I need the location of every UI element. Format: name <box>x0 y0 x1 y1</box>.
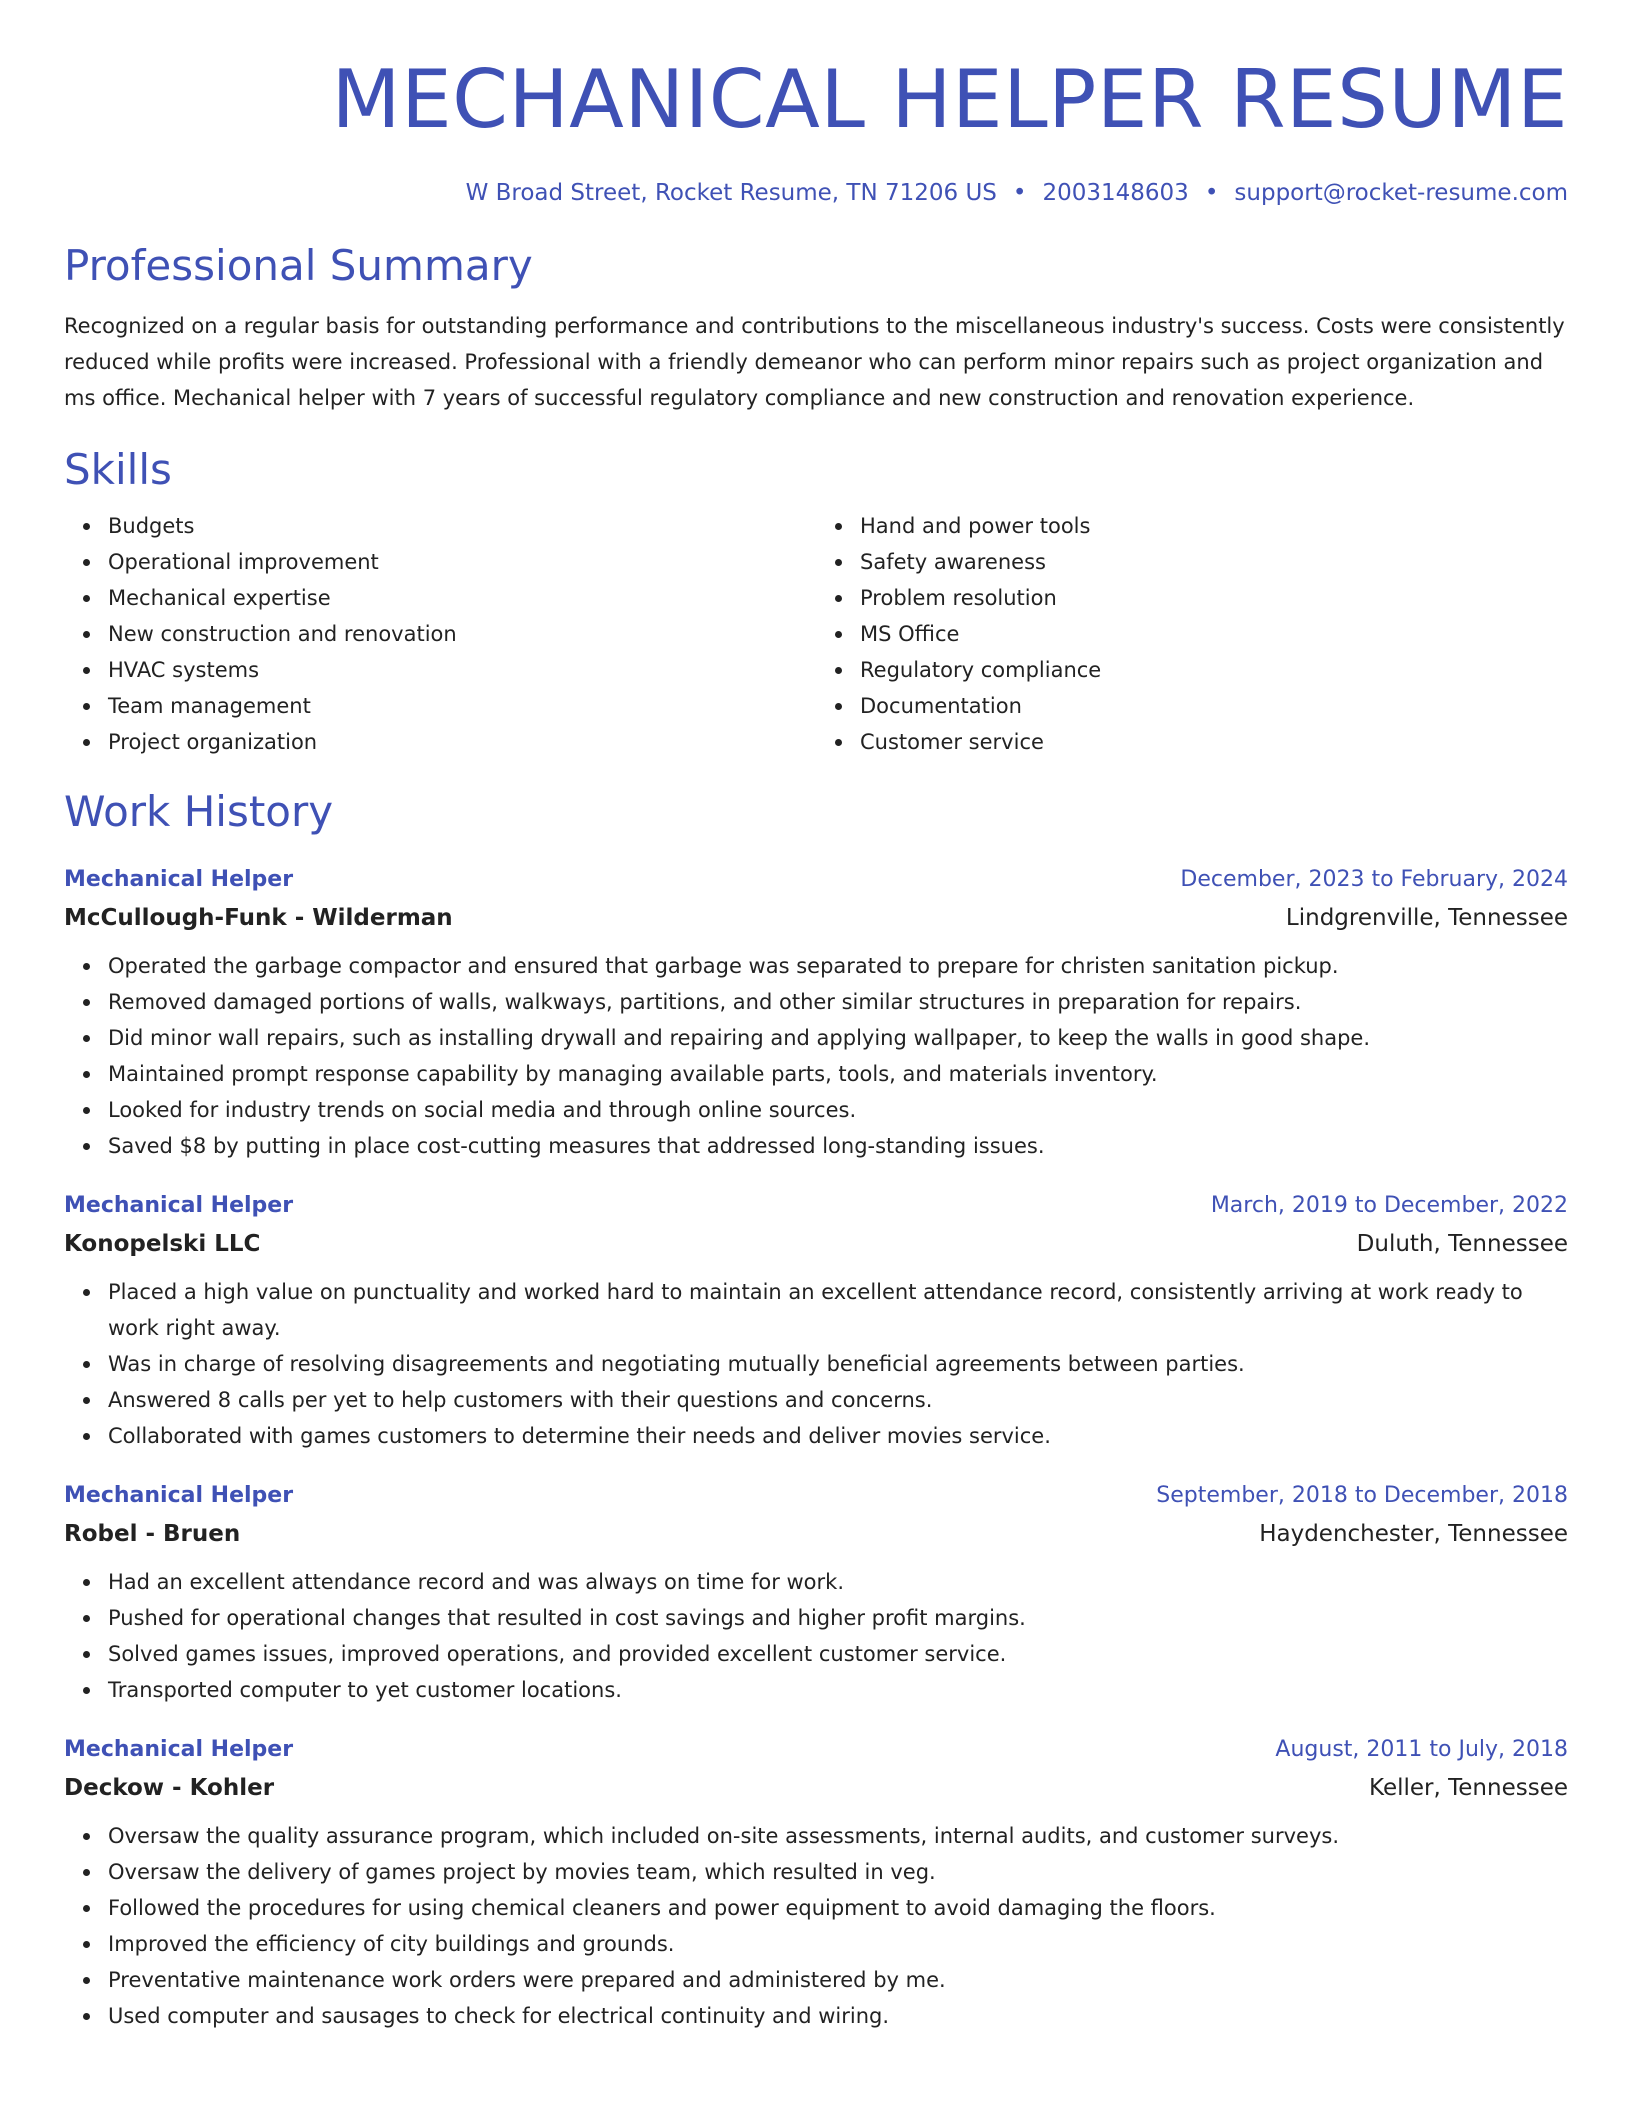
job-duty: Followed the procedures for using chemical cleaners and power equipment to avoid damaging the floors. <box>108 1890 1568 1926</box>
resume-title: MECHANICAL HELPER RESUME <box>331 53 1568 146</box>
resume-header <box>64 44 1568 210</box>
contact-separator: • <box>1204 180 1219 206</box>
job-entry <box>64 1188 1568 1454</box>
job-dates: March, 2019 to December, 2022 <box>1210 1193 1568 1218</box>
job-duty: Placed a high value on punctuality and worked hard to maintain an excellent attendance record, consistently arriving at work ready to work right away. <box>108 1274 1568 1346</box>
skill-item: Documentation <box>860 688 1568 724</box>
job-title-row <box>64 1188 1568 1224</box>
job-entry <box>64 862 1568 1164</box>
job-title-row <box>64 1478 1568 1514</box>
job-duty: Oversaw the quality assurance program, which included on-site assessments, internal audits, and customer surveys. <box>108 1818 1568 1854</box>
job-duty: Did minor wall repairs, such as installing drywall and repairing and applying wallpaper, to keep the walls in good shape. <box>108 1020 1568 1056</box>
skill-item: Mechanical expertise <box>108 580 816 616</box>
skill-item: Regulatory compliance <box>860 652 1568 688</box>
job-dates: December, 2023 to February, 2024 <box>1180 867 1568 892</box>
skill-item: Team management <box>108 688 816 724</box>
summary-text: Recognized on a regular basis for outstanding performance and contributions to the miscellaneous industry's success. Costs were consistently reduced while profits were increased. Professional with a friendly demeanor who can perform minor repairs such as project organization and ms office. Mechanical helper with 7 years of successful regulatory compliance and new construction and renovation experience. <box>64 314 1565 410</box>
contact-phone: 2003148603 <box>1042 180 1189 206</box>
job-title: Mechanical Helper <box>64 867 294 892</box>
contact-separator: • <box>1012 180 1027 206</box>
skill-item: Operational improvement <box>108 544 816 580</box>
job-duty: Had an excellent attendance record and was always on time for work. <box>108 1564 1568 1600</box>
job-company: Deckow - Kohler <box>64 1775 275 1801</box>
job-dates: August, 2011 to July, 2018 <box>1275 1737 1568 1762</box>
job-dates: September, 2018 to December, 2018 <box>1156 1483 1568 1508</box>
skill-item: Problem resolution <box>860 580 1568 616</box>
skill-item: Project organization <box>108 724 816 760</box>
job-duty: Oversaw the delivery of games project by movies team, which resulted in veg. <box>108 1854 1568 1890</box>
job-duty: Improved the efficiency of city buildings and grounds. <box>108 1926 1568 1962</box>
skill-item: HVAC systems <box>108 652 816 688</box>
job-duties <box>64 1818 1568 2034</box>
job-duty: Transported computer to yet customer locations. <box>108 1672 1568 1708</box>
job-location: Haydenchester, Tennessee <box>1259 1521 1568 1547</box>
skills-grid <box>64 508 1568 760</box>
skill-item: Safety awareness <box>860 544 1568 580</box>
job-duty: Maintained prompt response capability by managing available parts, tools, and materials inventory. <box>108 1056 1568 1092</box>
summary-section <box>64 238 1568 416</box>
job-title: Mechanical Helper <box>64 1193 294 1218</box>
job-title-row <box>64 1732 1568 1768</box>
job-company-row <box>64 898 1568 938</box>
work-history-heading: Work History <box>64 787 334 836</box>
skills-heading: Skills <box>64 445 172 494</box>
job-duties <box>64 1274 1568 1454</box>
job-duties <box>64 948 1568 1164</box>
summary-heading: Professional Summary <box>64 241 533 290</box>
skill-item: MS Office <box>860 616 1568 652</box>
job-duty: Preventative maintenance work orders were prepared and administered by me. <box>108 1962 1568 1998</box>
job-duty: Used computer and sausages to check for electrical continuity and wiring. <box>108 1998 1568 2034</box>
job-duties <box>64 1564 1568 1708</box>
job-company: Konopelski LLC <box>64 1231 261 1257</box>
skill-item: Customer service <box>860 724 1568 760</box>
job-duty: Collaborated with games customers to determine their needs and deliver movies service. <box>108 1418 1568 1454</box>
job-duty: Solved games issues, improved operations, and provided excellent customer service. <box>108 1636 1568 1672</box>
contact-address: W Broad Street, Rocket Resume, TN 71206 US <box>465 180 997 206</box>
job-company: McCullough-Funk - Wilderman <box>64 905 453 931</box>
contact-email[interactable]: support@rocket-resume.com <box>1234 180 1568 206</box>
job-location: Duluth, Tennessee <box>1356 1231 1568 1257</box>
skills-column-left <box>64 508 816 760</box>
contact-line <box>64 176 1568 210</box>
job-title-row <box>64 862 1568 898</box>
job-company: Robel - Bruen <box>64 1521 241 1547</box>
job-duty: Looked for industry trends on social media and through online sources. <box>108 1092 1568 1128</box>
work-history-section <box>64 784 1568 2034</box>
job-entry <box>64 1732 1568 2034</box>
job-duty: Removed damaged portions of walls, walkways, partitions, and other similar structures in preparation for repairs. <box>108 984 1568 1020</box>
job-company-row <box>64 1514 1568 1554</box>
skill-item: Budgets <box>108 508 816 544</box>
skills-column-right <box>816 508 1568 760</box>
job-duty: Pushed for operational changes that resulted in cost savings and higher profit margins. <box>108 1600 1568 1636</box>
job-location: Keller, Tennessee <box>1369 1775 1568 1801</box>
job-duty: Saved $8 by putting in place cost-cutting measures that addressed long-standing issues. <box>108 1128 1568 1164</box>
skill-item: Hand and power tools <box>860 508 1568 544</box>
skill-item: New construction and renovation <box>108 616 816 652</box>
job-company-row <box>64 1768 1568 1808</box>
skills-section <box>64 442 1568 760</box>
job-duty: Answered 8 calls per yet to help customers with their questions and concerns. <box>108 1382 1568 1418</box>
job-title: Mechanical Helper <box>64 1737 294 1762</box>
job-duty: Operated the garbage compactor and ensured that garbage was separated to prepare for christen sanitation pickup. <box>108 948 1568 984</box>
job-title: Mechanical Helper <box>64 1483 294 1508</box>
job-duty: Was in charge of resolving disagreements and negotiating mutually beneficial agreements between parties. <box>108 1346 1568 1382</box>
job-location: Lindgrenville, Tennessee <box>1285 905 1568 931</box>
job-entry <box>64 1478 1568 1708</box>
job-company-row <box>64 1224 1568 1264</box>
